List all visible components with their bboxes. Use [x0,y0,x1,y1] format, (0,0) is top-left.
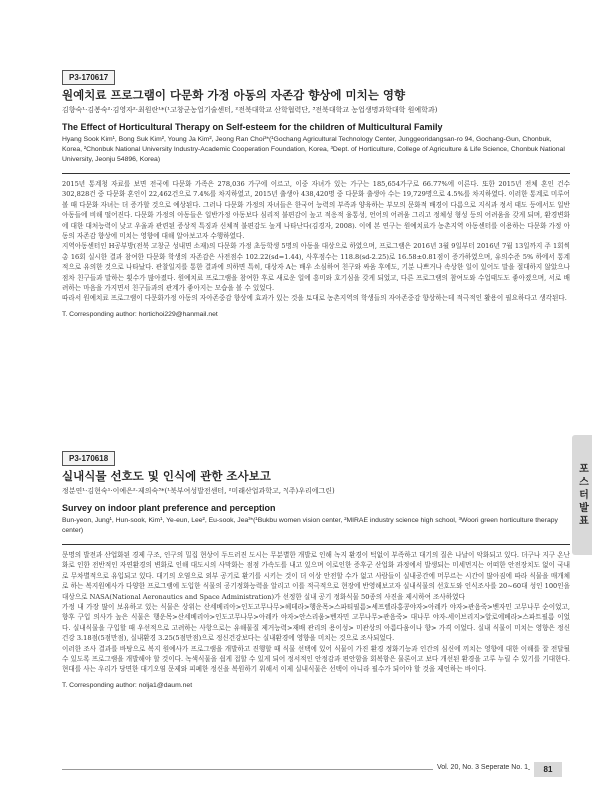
authors-korean: 김향숙¹·김봉숙²·김영자²·최원란¹*(¹고창군농업기술센터, ²전북대학교 산학협력단, ³전북대학교 농업생명과학대학 원예학과) [62,106,438,114]
authors-korean: 정분연¹·김현숙¹·이예은²·제의숙³*(¹북부여성발전센터, ²미래산업과학고, ³(주)우리에그린) [62,487,335,495]
page-footer [0,762,600,778]
corresponding-author: T. Corresponding author: hortichoi229@hanmail.net [62,310,218,318]
authors-english: Hyang Sook Kim¹, Bong Suk Kim², Young Ja Kim², Jeong Ran Choi³*(¹Gochang Agricultural Technology Center, Junggeoridangsan-ro 94, Gochang-Gun, Chonbuk, Korea, ²Chonbuk National University Industry-Academic Cooperation Foundation, Korea, ³Dept. of Horticulture, College of Agriculture & Life Science, Chonbuk National University, Jeonju 54896, Korea) [62,136,565,163]
abstract-code: P3-170617 [62,70,115,85]
abstract-body [62,179,570,304]
title-korean: 실내식물 선호도 및 인식에 관한 조사보고 [62,469,271,483]
divider [62,173,570,174]
page-number: 81 [534,762,562,777]
abstract-body [62,550,570,675]
body-paragraph: 따라서 원예치료 프로그램이 다문화가정 아동의 자아존중감 향상에 효과가 있는 것을 토대로 농촌지역의 학생들의 자아존중감 향상하는데 적극적인 활용이 필요하다고 생각된다. [62,294,567,303]
section-side-tab [572,435,592,555]
authors-english: Bun-yeon, Jung¹, Hun-sook, Kim¹, Ye-eun, Lee², Eu-sook, Jea³*(¹Bukbu women vision center, ²MIRAE industry science high school, ³Woori green horticulture therapy center) [62,517,558,534]
abstract-p3-170617 [62,65,570,319]
body-paragraph: 지역아동센터인 H공부방(전북 고창군 성내면 소재)의 다문화 가정 초등학생 5명의 아동을 대상으로 하였으며, 프로그램은 2016년 3월 9일부터 2016년 7월 13일까지 주 1회씩 총 16회 실시한 결과 참여한 다문화 학생의 자존감은 사전점수 102.22(sd=1.44), 사후점수는 118.8(sd-2.25)로 16.58±0.81점이 증가하였으며, 유의수준 5% 하에서 통계적으로 유의한 것으로 나타났다. 관찰일지를 통한 결과에 의하면 특히, 대상자 A는 배우 소심하여 친구와 싸움 후에도, 기분 나쁘거나 속상한 일이 있어도 말을 절대하지 않았으나 점차 친구들과 말하는 횟수가 많아졌다. 원예치료 프로그램을 참여한 후로 새로운 일에 흥미와 호기심을 갖게 되었고, 다른 프로그램의 참여도와 수업태도도 좋아졌으며, 서로 배려하는 마음을 가지면서 친구들과의 관계가 좋아지는 모습을 볼 수 있었다. [62,242,570,293]
title-korean: 원예치료 프로그램이 다문화 가정 아동의 자존감 향상에 미치는 영향 [62,88,406,102]
body-paragraph: 가정 내 가장 많이 보유하고 있는 식물은 상위는 산세베리아>인도고무나무>헤데라>행운목>스파티필름>셰프렐라홍콩야자>아레카 야자>관음죽>벤자민 고무나무 순이었고, 향후 구입 의사가 높은 식물은 행운목>산세베리아>인도고무나무>아레카 야자>안스리움>벤자민 고무나무>관음죽> 대나무 야자-세이브리지>알로에베라>스파트필름 이었다. 실내식물을 구입할 때 우선적으로 고려하는 사항으로는 유해물질 제거능력>재배 관리의 용이성> 미관상의 아름다움이나 향> 가격 이었다. 실내 식물이 미치는 영향은 정신건강 3.18점(5점만점), 실내환경 3.25(5점만점)으로 정신건강보다는 실내환경에 영향을 미치는 것으로 조사되었다. [62,603,570,643]
corresponding-author: T. Corresponding author: nolja1@daum.net [62,681,193,689]
abstract-p3-170618 [62,446,570,690]
title-english: Survey on indoor plant preference and perception [62,503,276,513]
divider [62,544,570,545]
side-tab-label: 포스터발표 [576,462,588,528]
body-paragraph: 이러한 조사 결과를 바탕으로 복지 원예사가 프로그램을 개발하고 진행할 때 식물 선택에 있어 식물이 가진 환경 정화기능과 인간의 심신에 끼치는 영향에 대한 이해를 잘 전달될 수 있도록 프로그램을 개발해야 할 것이다. 녹색식물을 쉽게 접할 수 있게 되어 정서적인 안정감과 편안함을 회복함은 물론이고 보다 개선된 환경을 고루 누릴 수 있기를 기대한다. 현대를 사는 우리가 당면한 대기오염 문제와 피폐한 정신을 복원하기 위해서 이제 실내식물은 선택이 아니라 필수가 되어야 할 것을 제언하는 바이다. [62,644,570,674]
journal-issue: Vol. 20, No. 3 Seperate No. 1 [433,764,528,771]
body-paragraph: 2015년 통계청 자료를 보면 전국에 다문화 가족은 278,036 가구에 이르고, 이중 자녀가 있는 가구는 185,654가구로 66.77%에 이른다. 또한 2015년 전체 혼인 건수 302,828건 중 다문화 혼인이 22,462건으로 7.4%를 차지하였고, 2015년 출생아 438,420명 중 다문화 출생아 수는 19,729명으로 4.5%를 차지하였다. 이러한 통계로 미루어 볼 때 다문화 자녀는 더 증가할 것으로 예상된다. 그러나 다문화 가정의 자녀들은 한국어 능력의 부족과 양육하는 부모의 문화적 배경이 다름으로 지식과 정서 태도 등에서도 일반 아동들에 비해 떨어진다. 다문화 가정의 아동들은 일반가정 아동보다 심리적 불편감이 높고 적응적 융통성, 언어의 어려움 그리고 정체성 형성 등의 어려움을 갖게 되며, 환경변화에 대한 대처능력이 낮고 우울과 관련된 증상적 특징과 신체적 불편감도 높게 나타난다(김경자, 2008). 이에 본 연구는 원예치료가 농촌지역 아동센터를 이용하는 다문화 가정 아동의 자존감 향상에 미치는 영향에 대해 알아보고자 수행하였다. [62,180,570,241]
body-paragraph: 문명의 발전과 산업화된 경제 구조, 인구의 밀집 현상이 두드러진 도시는 무분별한 개발로 인해 녹지 환경이 턱없이 부족하고 대기의 질은 나날이 악화되고 있다. 더구나 지구 온난화로 인한 전반적인 자연환경의 변화로 인해 대도시의 사막화는 점점 가속도를 내고 있으며 이로인한 증후군 산업화 과정에서 발생되는 미세먼지는 어떠한 안전장치도 없이 국내로 무차별적으로 유입되고 있다. 대기의 오염으로 외부 공기로 환기를 시키는 것이 더 이상 안전할 수가 없고 사람들이 실내공간에 머무르는 시간이 많아짐에 따라 식물을 매개체로 하는 복지원예사가 다양한 프로그램에 도입한 식물의 공기정화능력을 알리고 이를 적극적으로 현장에 반영해보고자 실내식물의 선호도와 인식조사를 20~60대 성인 100인을 대상으로 NASA(National Aeronautics and Space Administration)가 선정한 실내 공기 정화식물 50종의 사진을 제시하여 조사하였다 [62,551,570,601]
title-english: The Effect of Horticultural Therapy on Self-esteem for the children of Multicultural Family [62,122,443,132]
abstract-code: P3-170618 [62,451,115,466]
